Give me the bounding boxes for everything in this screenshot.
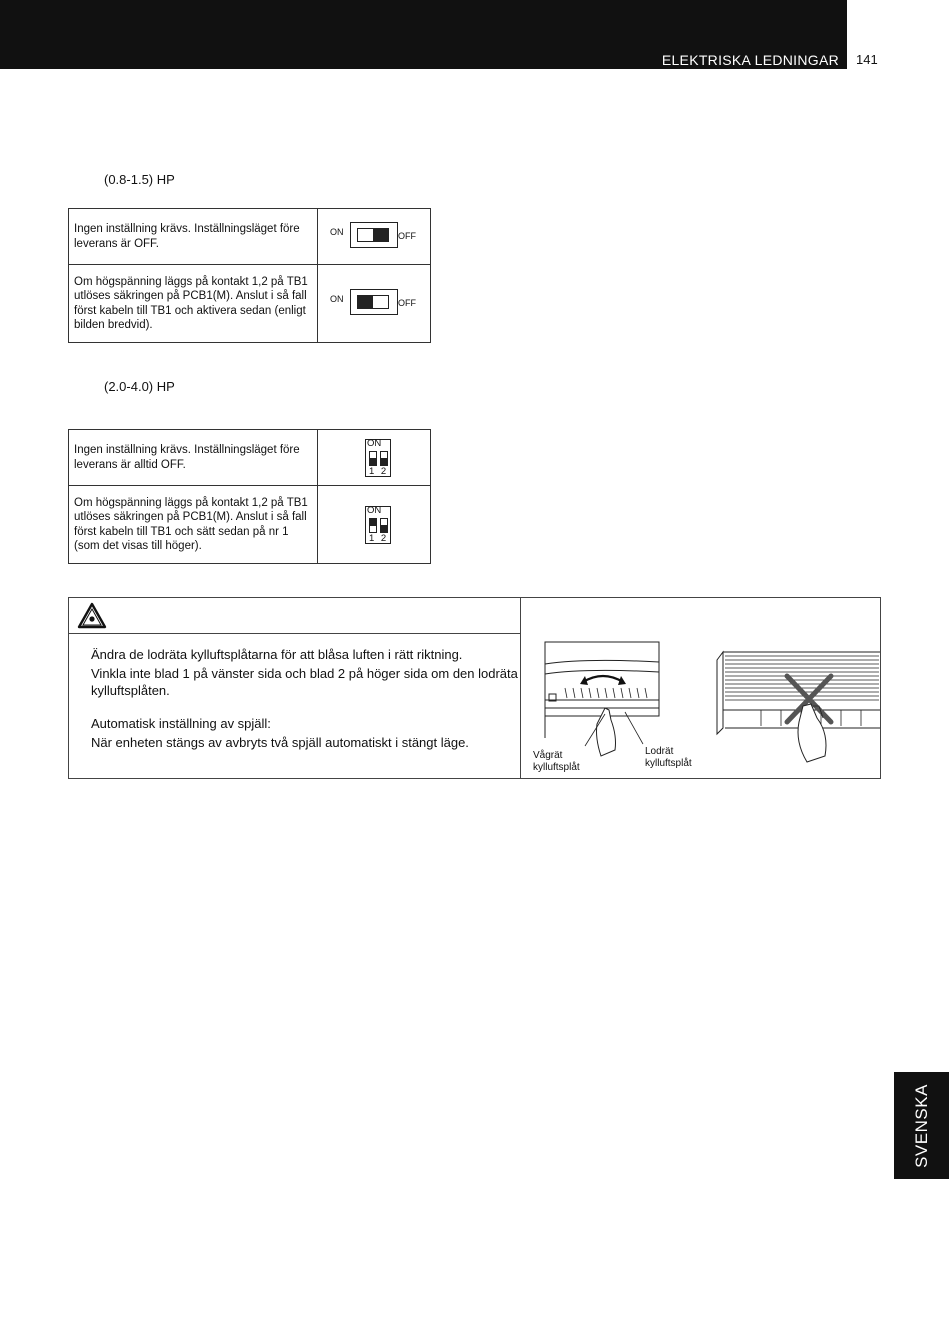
dip-lever <box>381 458 387 465</box>
row-description: Om högspänning läggs på kontakt 1,2 på TB1 utlöses säkringen på PCB1(M). Anslut i så fall först kabeln till TB1 och sätt sedan på nr 1 (som det visas till höger). <box>69 486 318 564</box>
section2-table <box>68 429 431 564</box>
dip-on-label: ON <box>367 504 382 516</box>
dip-switch-2 <box>380 518 388 533</box>
switch-on-label: ON <box>330 293 344 304</box>
row-description: Ingen inställning krävs. Inställningsläget före leverans är OFF. <box>69 209 318 265</box>
dip-switch-1-on <box>365 506 391 544</box>
caution-text <box>91 646 521 753</box>
caution-text-panel <box>69 598 521 778</box>
slide-switch-on <box>322 289 438 319</box>
table-row <box>69 486 431 564</box>
table-row <box>69 265 431 343</box>
caution-header <box>69 598 520 634</box>
caution-paragraph: Vinkla inte blad 1 på vänster sida och blad 2 på höger sida om den lodräta kylluftsplåten. <box>91 666 518 698</box>
page-number: 141 <box>856 52 878 67</box>
vertical-louver-label: Lodrät kylluftsplåt <box>645 746 692 769</box>
section2-heading: (2.0-4.0) HP <box>104 379 175 394</box>
section-title: ELEKTRISKA LEDNINGAR <box>661 52 839 68</box>
dip-lever <box>370 519 376 526</box>
dip-switch-all-off <box>365 439 391 477</box>
table-row <box>69 430 431 486</box>
switch-off-label: OFF <box>398 297 416 308</box>
switch-knob <box>373 229 388 241</box>
dip-switch-1 <box>369 518 377 533</box>
auto-setting-heading: Automatisk inställning av spjäll: <box>91 716 271 731</box>
dip-switch-2 <box>380 451 388 466</box>
switch-housing <box>350 222 398 248</box>
dip-switch-figure <box>318 430 431 486</box>
switch-track <box>357 228 389 242</box>
switch-housing <box>350 289 398 315</box>
slide-switch-off <box>322 222 438 252</box>
language-label: SVENSKA <box>911 1083 931 1168</box>
slide-switch-figure <box>318 265 431 343</box>
dip-switch-1 <box>369 451 377 466</box>
warning-triangle-icon <box>77 602 107 629</box>
switch-track <box>357 295 389 309</box>
caution-box <box>68 597 881 779</box>
horizontal-louver-label: Vågrät kylluftsplåt <box>533 750 580 773</box>
slide-switch-figure <box>318 209 431 265</box>
switch-knob <box>358 296 373 308</box>
section1-heading: (0.8-1.5) HP <box>104 172 175 187</box>
row-description: Ingen inställning krävs. Inställningsläget före leverans är alltid OFF. <box>69 430 318 486</box>
header-bar <box>0 0 847 69</box>
dip-on-label: ON <box>367 437 382 449</box>
dip-lever <box>370 458 376 465</box>
dip-numbers: 1 2 <box>369 465 389 477</box>
language-tab <box>894 1072 949 1179</box>
table-row <box>69 209 431 265</box>
louver-illustration <box>525 638 880 778</box>
auto-setting-text: När enheten stängs av avbryts två spjäll automatiskt i stängt läge. <box>91 735 469 750</box>
caution-paragraph: Ändra de lodräta kylluftsplåtarna för att blåsa luften i rätt riktning. <box>91 647 463 662</box>
row-description: Om högspänning läggs på kontakt 1,2 på TB1 utlöses säkringen på PCB1(M). Anslut i så fall först kabeln till TB1 och aktivera sedan (enligt bilden bredvid). <box>69 265 318 343</box>
switch-off-label: OFF <box>398 230 416 241</box>
switch-on-label: ON <box>330 226 344 237</box>
dip-switch-figure <box>318 486 431 564</box>
section1-table <box>68 208 431 343</box>
dip-lever <box>381 525 387 532</box>
dip-numbers: 1 2 <box>369 532 389 544</box>
